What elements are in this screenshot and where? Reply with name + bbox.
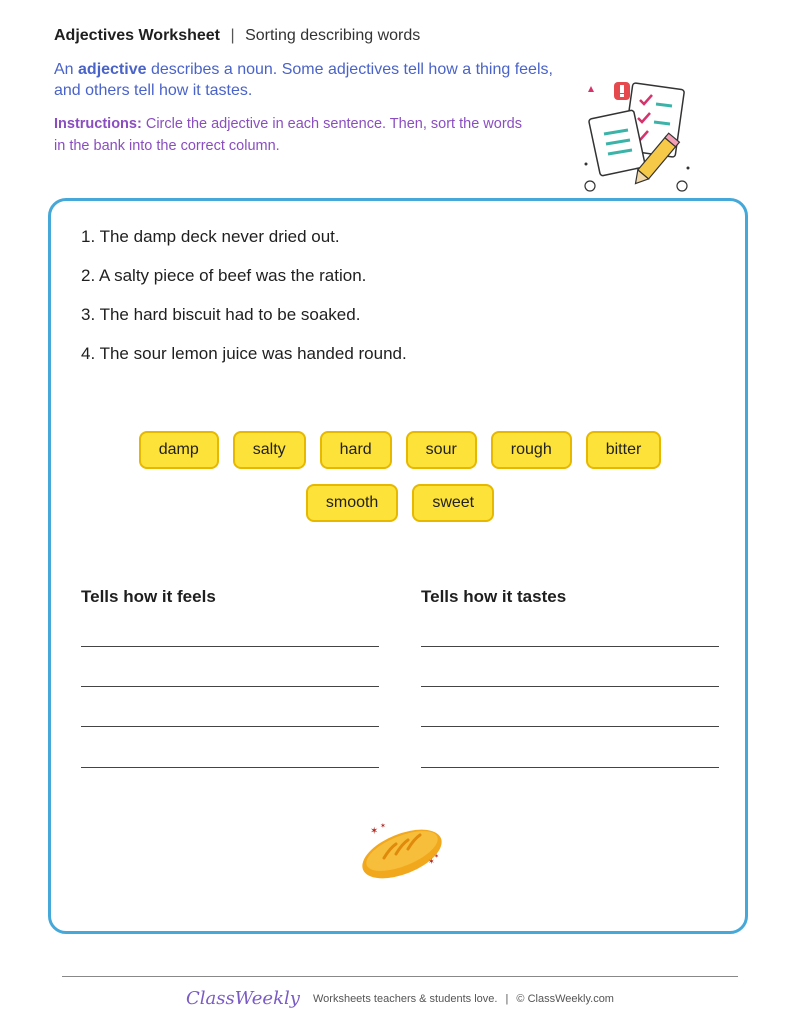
svg-text:✶: ✶ bbox=[370, 826, 379, 837]
worksheet-header bbox=[54, 27, 420, 45]
word-chip-damp[interactable]: damp bbox=[139, 431, 219, 469]
bread-loaf-icon bbox=[356, 818, 446, 884]
word-chip-bitter[interactable]: bitter bbox=[586, 431, 662, 469]
sentence-item[interactable]: 2. A salty piece of beef was the ration. bbox=[81, 266, 367, 285]
intro-after: describes a noun. Some adjectives tell how a thing feels, and others tell how it tastes. bbox=[54, 61, 553, 99]
intro-text bbox=[54, 59, 554, 101]
checklist-pencil-icon bbox=[576, 78, 696, 196]
answer-line-feels[interactable] bbox=[81, 767, 379, 768]
answer-line-tastes[interactable] bbox=[421, 686, 719, 687]
answer-line-tastes[interactable] bbox=[421, 726, 719, 727]
intro-before: An bbox=[54, 61, 79, 78]
answer-line-feels[interactable] bbox=[81, 646, 379, 647]
answer-line-feels[interactable] bbox=[81, 686, 379, 687]
word-chip-sour[interactable]: sour bbox=[406, 431, 477, 469]
worksheet-title: Adjectives Worksheet bbox=[54, 27, 220, 44]
word-bank-row-2 bbox=[0, 484, 800, 522]
word-chip-hard[interactable]: hard bbox=[320, 431, 392, 469]
word-chip-smooth[interactable]: smooth bbox=[306, 484, 398, 522]
sentence-item[interactable]: 4. The sour lemon juice was handed round. bbox=[81, 344, 407, 363]
answer-line-tastes[interactable] bbox=[421, 767, 719, 768]
answer-line-feels[interactable] bbox=[81, 726, 379, 727]
word-bank-row-1 bbox=[0, 431, 800, 469]
column-heading-feels: Tells how it feels bbox=[81, 587, 216, 606]
footer-divider-glyph: | bbox=[505, 993, 509, 1005]
sentence-item[interactable]: 1. The damp deck never dried out. bbox=[81, 227, 340, 246]
worksheet-subtitle: Sorting describing words bbox=[245, 27, 421, 44]
instructions bbox=[54, 114, 534, 157]
svg-text:✶: ✶ bbox=[428, 857, 435, 866]
footer bbox=[0, 988, 800, 1009]
svg-text:✶: ✶ bbox=[380, 822, 386, 830]
svg-text:✶: ✶ bbox=[434, 853, 440, 860]
intro-keyword: adjective bbox=[78, 61, 147, 78]
footer-copyright[interactable]: © ClassWeekly.com bbox=[516, 993, 614, 1005]
instructions-text: Circle the adjective in each sentence. Then, sort the words in the bank into the correct column. bbox=[54, 116, 522, 154]
header-separator: | bbox=[230, 27, 235, 44]
word-chip-rough[interactable]: rough bbox=[491, 431, 572, 469]
footer-divider bbox=[62, 976, 738, 977]
word-chip-sweet[interactable]: sweet bbox=[412, 484, 494, 522]
answer-line-tastes[interactable] bbox=[421, 646, 719, 647]
sentence-list bbox=[81, 226, 407, 382]
footer-tagline: Worksheets teachers & students love. bbox=[312, 993, 498, 1005]
word-chip-salty[interactable]: salty bbox=[233, 431, 306, 469]
brand-logo[interactable]: ClassWeekly bbox=[186, 988, 300, 1009]
instructions-label: Instructions: bbox=[54, 116, 142, 132]
column-heading-tastes: Tells how it tastes bbox=[421, 587, 567, 606]
sentence-item[interactable]: 3. The hard biscuit had to be soaked. bbox=[81, 305, 361, 324]
